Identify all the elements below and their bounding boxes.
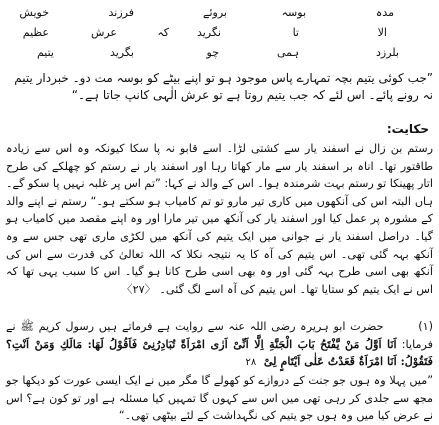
verse-word: فرزند: [108, 6, 134, 19]
verse-word: بگرید: [109, 46, 134, 59]
verse-word: الا: [377, 26, 387, 39]
verse-word: بروئے: [203, 6, 227, 19]
verse-word: خویش: [19, 6, 49, 19]
hadith-number: (۱): [418, 320, 433, 333]
footnote-ref: ۲۸: [245, 357, 257, 369]
hadith-arabic-text: اَنَا اَوَّلُ مَنْ یَّفْتَحُ بَابَ الْجَنَّةِ اِلَّا اَنِّیْ اَرٰی امْرَاَةً تُبَادِرُنِیْ فَاَقُوْلُ لَهَا: مَالَكِ وَمَنْ اَنْتِ؟ فَتَقُوْلُ: اَنَا امْرَاَةٌ قَعَدْتُ عَلٰی اَیْتَامٍ لِیْ: [6, 336, 433, 369]
verse-word: نگرید: [196, 26, 221, 39]
story-text: رستم بن زال نے اسفند یار سے کشتی لڑا۔ اسے قابو نہ پا سکا کیونکہ وہ اس سے زیادہ طاقتور تھا۔ اناہ بر اسفند یار سے مار کھاتا رہا اور اسفند یار نے رستم کو چھلکے کی طرح اتار پھینکا تو رستم بہت شرمندہ ہوا۔ اس کے والد نے کہا: ”تم اس پر غلبہ نہیں پا سکو گے۔ ہاں البتہ اس کی آنکھوں میں کاری تیر مارو تو تم کامیاب ہو سکتے ہو۔“ رستم نے اپنے والد کے مشورہ پر عمل کیا اور اسفند یار کی آنکھ میں تیر مارا اور وہ اپنے مقصد میں کامیاب ہو گیا۔ دراصل اسفند یار نے جوانی میں ایک یتیم کی آنکھ میں لکڑی ماری تھی جس سے وہ آنکھ بہہ گئی تھی۔ اس یتیم کی آہ کا یہ نتیجہ نکلا کہ اللہ تعالیٰ کی قدرت سے اس کی آنکھ بھی اسی طرح بہہ گئی اور وہ بھی اسی طرح کانا ہو گیا۔ اس کا سبب یہی تھا کہ اس نے ایک یتیم کو ستایا تھا۔ اس یتیم کی آہ اسے لگ گئی۔ 〈۲۷〉: [6, 142, 433, 296]
intro-quote: ”جب کوئی یتیم بچہ تمہارے پاس موجود ہو تو اپنے بیٹے کو بوسہ مت دو۔ خبردار یتیم نہ رونے پائے۔ اس لئے کہ جب یتیم روتا ہے تو عرش الٰہی کانپ جاتا ہے۔“: [14, 71, 433, 102]
verse-word: عظیم: [22, 26, 49, 39]
hadith-block: [6, 318, 433, 372]
verse-word: عرش: [90, 26, 117, 39]
hadith-translation: ”میں پہلا وہ ہوں جو جنت کے دروازے کو کھولے گا مگر میں نے ایک ایسی عورت کو دیکھا جو مجھ سے جلدی کر رہی تھی میں اس سے کہوں گا تمہیں کیا مسئلہ ہے اور تو کون ہے؟ اس نے عرض کیا میں وہ ہوں جو یتیم کی نگہداشت کے لئے بیٹھی تھی۔“: [6, 374, 433, 423]
verse-word: کہ: [157, 26, 169, 39]
persian-verse-glossary: [0, 4, 439, 70]
verse-word: بوسہ: [281, 6, 306, 19]
verse-word: ہمی: [277, 46, 299, 59]
verse-word: مدہ: [375, 6, 394, 19]
verse-word: یتیم: [36, 46, 54, 59]
story-paragraph: [6, 140, 433, 298]
verse-word: بلرزد: [376, 46, 399, 59]
hadith-urdu-intro: حضرت ابو ہریرہ رضی اللہ عنہ سے روایت ہے فرماتے ہیں رسول کریم ﷺ نے فرمایا:: [6, 320, 433, 351]
verse-word: چو: [206, 46, 219, 59]
section-heading: حکایت:: [386, 122, 429, 136]
verse-word: تا: [292, 26, 299, 39]
